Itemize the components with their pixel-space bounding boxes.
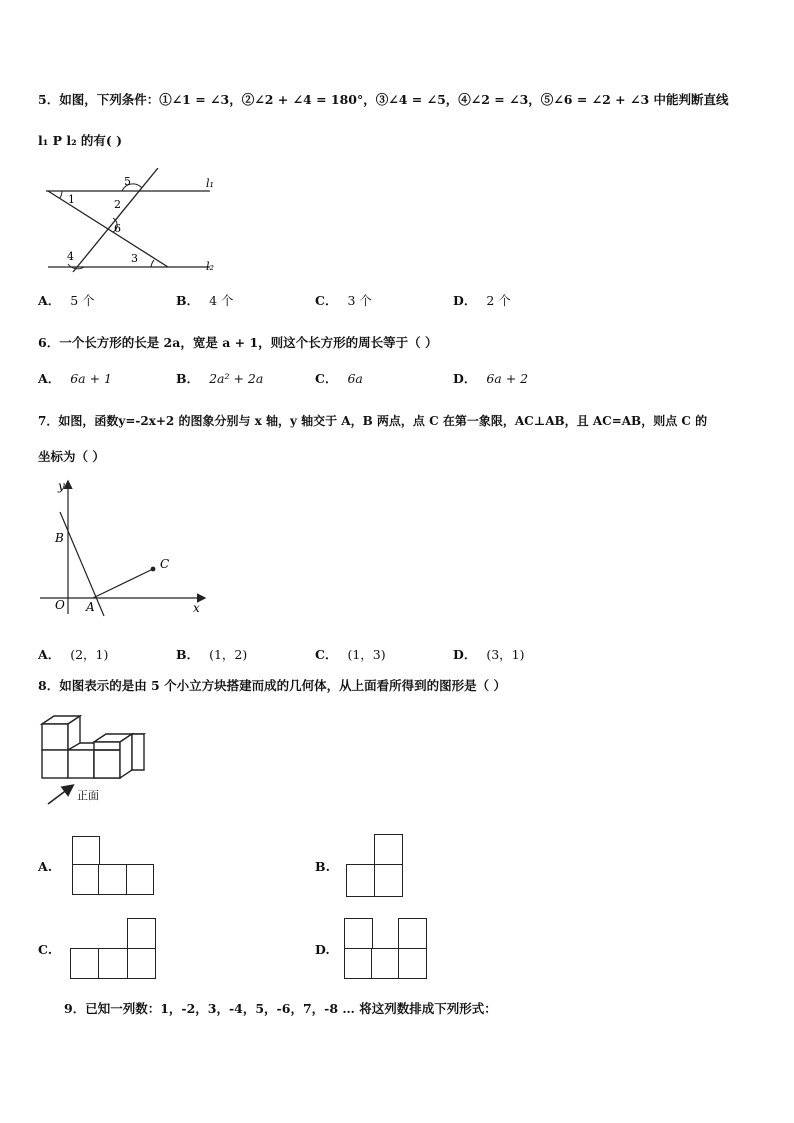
q6-stem: 6．一个长方形的长是 2a，宽是 a + 1，则这个长方形的周长等于（ ） [38, 335, 438, 350]
option-text: (1，2) [209, 647, 248, 662]
option-text: 6a [347, 371, 363, 386]
option-label: D． [453, 371, 477, 386]
grid-cell [70, 948, 100, 979]
q8-stem: 8．如图表示的是由 5 个小立方块搭建而成的几何体，从上面看所得到的图形是（ ） [38, 678, 506, 693]
q8-option-a-grid[interactable] [72, 836, 156, 896]
q5-option-b[interactable] [176, 291, 234, 309]
q8-option-d[interactable] [315, 942, 340, 957]
q5-fig-label-6: 6 [114, 222, 121, 235]
option-text: 2a² + 2a [209, 371, 264, 386]
option-text: 6a + 1 [70, 371, 112, 386]
q9-stem: 9．已知一列数：1，-2，3，-4，5，-6，7，-8 … 将这列数排成下列形式： [64, 1001, 497, 1016]
option-label: B． [176, 371, 200, 386]
option-text: 3 个 [347, 293, 372, 308]
q7-fig-label-a: A [86, 600, 95, 614]
q5-option-d[interactable] [453, 291, 511, 309]
q5-option-a[interactable] [38, 291, 95, 309]
q5-fig-label-1: 1 [68, 193, 75, 206]
option-label: A． [38, 371, 61, 386]
q7-option-a[interactable] [38, 645, 108, 663]
q6-option-a[interactable] [38, 369, 112, 387]
grid-cell [344, 918, 373, 950]
q5-fig-label-2: 2 [114, 198, 121, 211]
option-label: B． [176, 293, 200, 308]
grid-cell [98, 864, 128, 895]
q8-front-label: 正面 [77, 789, 99, 802]
q5-fig-label-l2: l₂ [206, 260, 214, 273]
grid-cell [98, 948, 129, 979]
option-label: A． [38, 647, 61, 662]
grid-cell [398, 918, 427, 950]
q5-fig-label-3: 3 [131, 252, 138, 265]
grid-cell [346, 864, 376, 897]
q7-option-b[interactable] [176, 645, 247, 663]
q8-3d-figure [38, 712, 153, 807]
grid-cell [127, 918, 156, 950]
q8-option-b[interactable] [315, 859, 340, 874]
grid-cell [371, 948, 400, 979]
grid-cell [127, 948, 156, 979]
q5-stem-line1: 5．如图，下列条件：①∠1 = ∠3，②∠2 + ∠4 = 180°，③∠4 = ∠5，④∠2 = ∠3，⑤∠6 = ∠2 + ∠3 中能判断直线 [38, 92, 729, 107]
q7-option-d[interactable] [453, 645, 525, 663]
q8-option-c[interactable] [38, 942, 62, 957]
option-text: 6a + 2 [486, 371, 529, 386]
q8-option-c-grid[interactable] [70, 918, 158, 980]
q8-option-b-grid[interactable] [346, 834, 406, 898]
option-label: C． [315, 371, 338, 386]
q5-fig-label-5: 5 [124, 175, 131, 188]
option-label: A． [38, 293, 61, 308]
grid-cell [72, 836, 100, 866]
q7-fig-label-c: C [160, 557, 170, 571]
option-label: C． [315, 647, 338, 662]
q8-option-a[interactable] [38, 859, 62, 874]
q6-option-c[interactable] [315, 369, 363, 387]
option-label: C． [315, 293, 338, 308]
grid-cell [398, 948, 427, 979]
q5-option-c[interactable] [315, 291, 372, 309]
q7-stem-line2: 坐标为（ ） [38, 449, 105, 464]
q6-option-d[interactable] [453, 369, 528, 387]
option-label: A. [38, 859, 53, 874]
q7-fig-label-b: B [55, 531, 64, 545]
option-text: (2，1) [70, 647, 109, 662]
q7-fig-label-x: x [193, 601, 200, 615]
option-label: D． [453, 647, 477, 662]
option-label: D． [453, 293, 477, 308]
q7-fig-label-y: y [58, 479, 65, 493]
option-label: B． [176, 647, 200, 662]
option-text: 4 个 [209, 293, 234, 308]
grid-cell [126, 864, 154, 895]
q5-fig-label-l1: l₁ [206, 177, 214, 190]
option-text: 2 个 [486, 293, 511, 308]
option-label: B. [315, 859, 330, 874]
option-text: (1，3) [347, 647, 386, 662]
q5-figure [38, 168, 228, 278]
q7-figure [38, 474, 213, 619]
option-text: 5 个 [70, 293, 95, 308]
q6-option-b[interactable] [176, 369, 263, 387]
option-label: C. [38, 942, 53, 957]
q5-fig-label-4: 4 [67, 250, 74, 263]
q7-option-c[interactable] [315, 645, 386, 663]
q7-stem-line1: 7．如图，函数y=-2x+2 的图象分别与 x 轴，y 轴交于 A，B 两点，点 C 在第一象限，AC⊥AB，且 AC=AB，则点 C 的 [38, 414, 708, 428]
q7-fig-label-o: O [55, 598, 65, 612]
grid-cell [374, 864, 403, 897]
grid-cell [374, 834, 403, 866]
q8-option-d-grid[interactable] [344, 918, 430, 980]
option-label: D. [315, 942, 330, 957]
grid-cell [72, 864, 100, 895]
grid-cell [344, 948, 373, 979]
option-text: (3，1) [486, 647, 525, 662]
q5-stem-line2: l₁ P l₂ 的有( ) [38, 133, 123, 148]
